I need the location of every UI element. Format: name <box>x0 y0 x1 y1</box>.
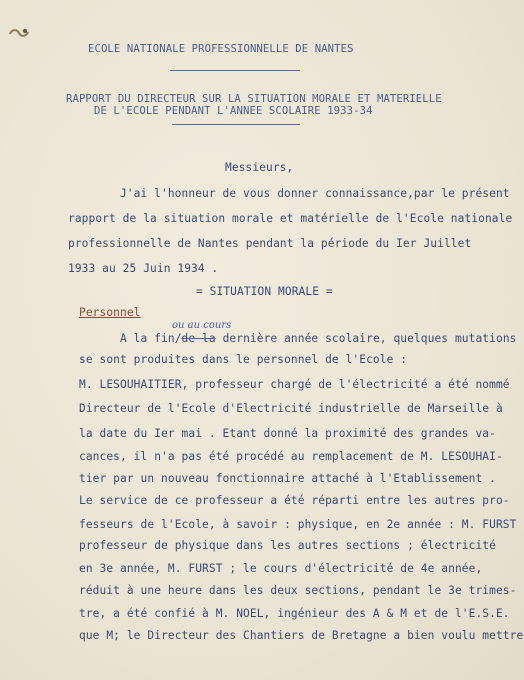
salutation: Messieurs, <box>225 161 294 174</box>
body-line-10: professeur de physique dans les autres sections ; électricité <box>79 539 496 552</box>
paper-clip-icon <box>8 26 30 40</box>
body-line-8: Le service de ce professeur a été réparti entre les autres pro- <box>79 494 510 507</box>
intro-line-1: J'ai l'honneur de vous donner connaissance,par le présent <box>120 187 510 200</box>
body-line-4: Directeur de l'Ecole d'Electricité industrielle de Marseille à <box>79 402 503 415</box>
body-line-1-end: dernière année scolaire, quelques mutations <box>222 332 517 345</box>
body-line-1 <box>120 332 517 346</box>
body-line-5: la date du Ier mai . Etant donné la proximité des grandes va- <box>79 427 496 440</box>
report-title-line-1: RAPPORT DU DIRECTEUR SUR LA SITUATION MORALE ET MATERIELLE <box>66 93 442 105</box>
body-line-12: réduit à une heure dans les deux sections, pendant le 3e trimes- <box>79 584 517 597</box>
body-line-7: tier par un nouveau fonctionnaire attaché à l'Etablissement . <box>79 472 496 485</box>
title-underline <box>170 70 300 71</box>
section-title: = SITUATION MORALE = <box>196 285 333 298</box>
intro-line-2: rapport de la situation morale et matérielle de l'Ecole nationale <box>68 212 513 225</box>
body-line-1-struck: de la <box>181 332 216 345</box>
intro-line-3: professionnelle de Nantes pendant la période du Ier Juillet <box>68 237 472 250</box>
handwritten-insert: ou au cours <box>172 320 232 331</box>
body-line-13: tre, a été confié à M. NOEL, ingénieur des A & M et de l'E.S.E. <box>79 607 510 620</box>
subsection-title: Personnel <box>79 306 141 319</box>
body-line-6: cances, il n'a pas été procédé au remplacement de M. LESOUHAI- <box>79 450 503 463</box>
body-line-9: fesseurs de l'Ecole, à savoir : physique, en 2e année : M. FURST <box>79 518 517 531</box>
report-title-line-2: DE L'ECOLE PENDANT L'ANNEE SCOLAIRE 1933-34 <box>94 105 373 117</box>
body-line-14: que M; le Directeur des Chantiers de Bretagne a bien voulu mettre <box>79 629 524 642</box>
body-line-1-slash: / <box>174 332 182 345</box>
report-title-underline <box>172 124 300 125</box>
body-line-1-start: A la fin <box>120 332 175 345</box>
school-title: ECOLE NATIONALE PROFESSIONNELLE DE NANTES <box>88 43 354 55</box>
intro-line-4: 1933 au 25 Juin 1934 . <box>68 262 219 275</box>
body-line-2: se sont produites dans le personnel de l'Ecole : <box>79 353 408 366</box>
body-line-11: en 3e année, M. FURST ; le cours d'électricité de 4e année, <box>79 562 483 575</box>
body-line-3: M. LESOUHAITIER, professeur chargé de l'électricité a été nommé <box>79 378 510 391</box>
